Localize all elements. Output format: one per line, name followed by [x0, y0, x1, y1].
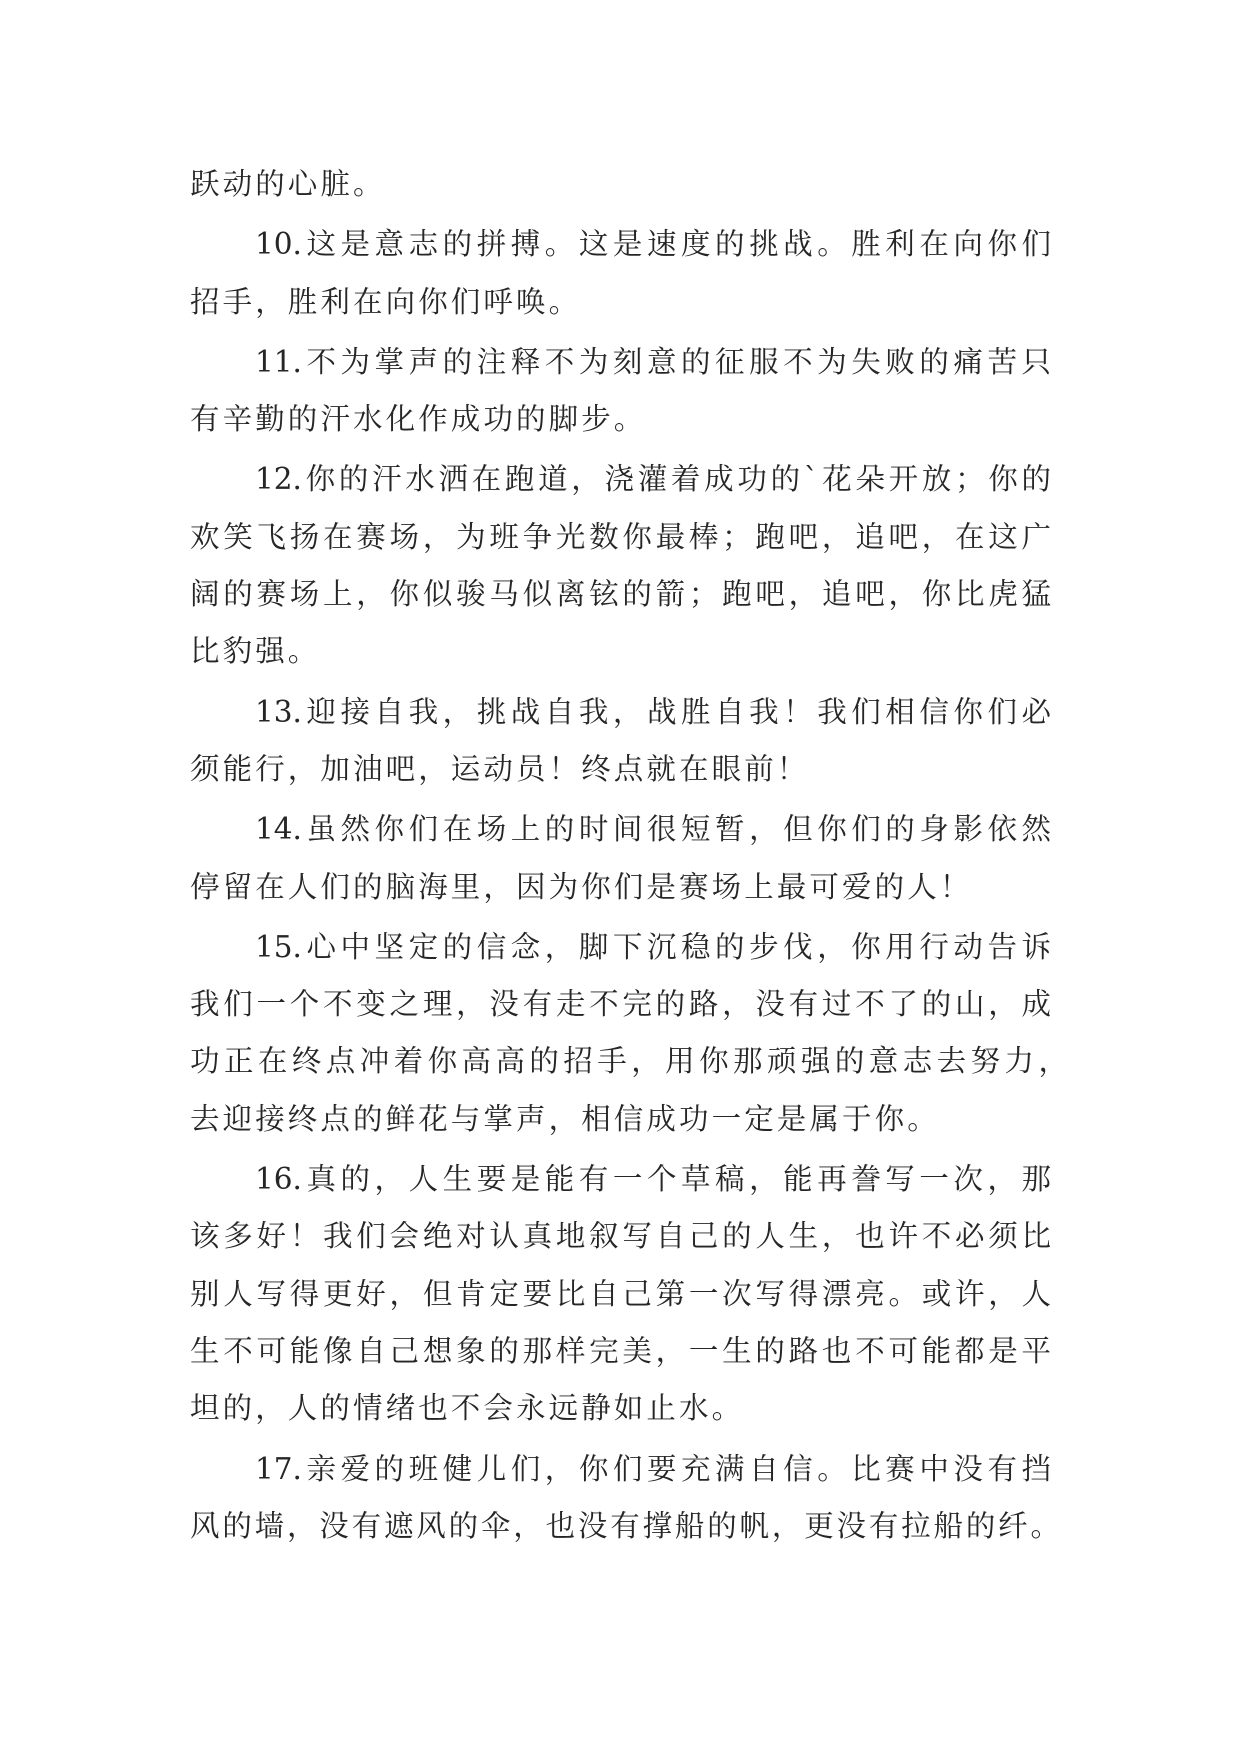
text-line: 坦的，人的情绪也不会永远静如止水。 [190, 1391, 745, 1426]
text-line: 功正在终点冲着你高高的招手，用你那顽强的意志去努力， [190, 1044, 1068, 1079]
text-line: 有辛勤的汗水化作成功的脚步。 [190, 402, 647, 437]
text-line: 17.亲爱的班健儿们，你们要充满自信。比赛中没有挡 [255, 1451, 1051, 1486]
paragraph [190, 156, 1051, 213]
paragraph [190, 801, 1051, 916]
paragraph [190, 334, 1051, 449]
paragraph [190, 684, 1051, 799]
text-line: 欢笑飞扬在赛场，为班争光数你最棒；跑吧，追吧，在这广 [190, 519, 1051, 554]
text-line: 招手，胜利在向你们呼唤。 [190, 284, 582, 319]
paragraph [190, 216, 1051, 331]
paragraph [190, 919, 1068, 1148]
text-line: 停留在人们的脑海里，因为你们是赛场上最可爱的人！ [190, 869, 973, 904]
text-line: 别人写得更好，但肯定要比自己第一次写得漂亮。或许，人 [190, 1276, 1051, 1311]
paragraph [190, 1441, 1060, 1556]
paragraph [190, 1151, 1051, 1437]
text-line: 16.真的，人生要是能有一个草稿，能再誊写一次，那 [255, 1162, 1051, 1197]
text-line: 13.迎接自我，挑战自我，战胜自我！我们相信你们必 [255, 694, 1051, 729]
text-line: 去迎接终点的鲜花与掌声，相信成功一定是属于你。 [190, 1101, 940, 1136]
text-line: 10.这是意志的拼搏。这是速度的挑战。胜利在向你们 [255, 227, 1051, 262]
document-body [190, 156, 1068, 1555]
text-line: 风的墙，没有遮风的伞，也没有撑船的帆，更没有拉船的纤。 [190, 1508, 1060, 1543]
text-line: 15.心中坚定的信念，脚下沉稳的步伐，你用行动告诉 [255, 929, 1051, 964]
text-line: 11.不为掌声的注释不为刻意的征服不为失败的痛苦只 [255, 344, 1051, 379]
text-line: 12.你的汗水洒在跑道，浇灌着成功的`花朵开放；你的 [255, 462, 1051, 497]
paragraph [190, 451, 1051, 680]
text-line: 跃动的心脏。 [190, 167, 386, 201]
text-line: 生不可能像自己想象的那样完美，一生的路也不可能都是平 [190, 1333, 1051, 1368]
text-line: 比豹强。 [190, 634, 321, 669]
text-line: 14.虽然你们在场上的时间很短暂，但你们的身影依然 [255, 812, 1051, 847]
text-line: 须能行，加油吧，运动员！终点就在眼前！ [190, 751, 810, 786]
text-line: 阔的赛场上，你似骏马似离铉的箭；跑吧，追吧，你比虎猛 [190, 577, 1051, 612]
text-line: 该多好！我们会绝对认真地叙写自己的人生，也许不必须比 [190, 1219, 1051, 1254]
text-line: 我们一个不变之理，没有走不完的路，没有过不了的山，成 [190, 987, 1051, 1022]
